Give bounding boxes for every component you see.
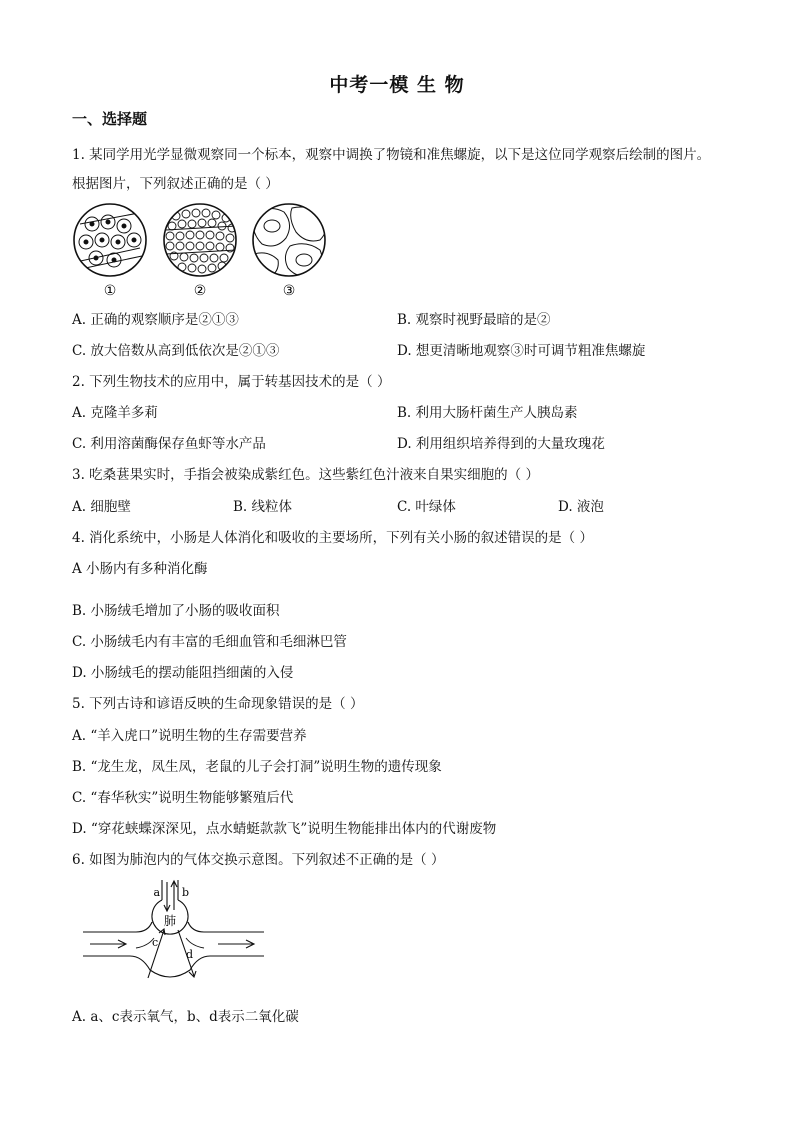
alveolar-gas-exchange-figure — [78, 880, 268, 980]
q4-option-b: B. 小肠绒毛增加了小肠的吸收面积 — [72, 603, 280, 619]
q4-option-c: C. 小肠绒毛内有丰富的毛细血管和毛细淋巴管 — [72, 634, 347, 650]
q1-option-b: B. 观察时视野最暗的是② — [397, 312, 551, 328]
figure-label-1: ① — [103, 283, 117, 299]
question-1-line-1: 1. 某同学用光学显微观察同一个标本，观察中调换了物镜和准焦螺旋，以下是这位同学观察后绘制的图片。 — [72, 147, 711, 163]
microscope-view-2 — [166, 209, 236, 273]
section-heading: 一、选择题 — [72, 110, 148, 128]
figure-label-2: ② — [193, 283, 207, 299]
q5-option-d: D. “穿花蛱蝶深深见，点水蜻蜓款款飞”说明生物能排出体内的代谢废物 — [72, 821, 497, 837]
microscope-views-figure — [70, 200, 340, 300]
page-title: 中考一模 生 物 — [329, 74, 465, 96]
q1-option-a: A. 正确的观察顺序是②①③ — [72, 312, 239, 328]
label-b: b — [182, 886, 190, 899]
q5-option-c: C. “春华秋实”说明生物能够繁殖后代 — [72, 790, 294, 806]
question-3-stem: 3. 吃桑葚果实时，手指会被染成紫红色。这些紫红色汁液来自果实细胞的（ ） — [72, 467, 539, 483]
q6-option-a: A. a、c表示氧气，b、d表示二氧化碳 — [72, 1009, 299, 1025]
q3-option-b: B. 线粒体 — [233, 499, 293, 515]
q4-option-a: A 小肠内有多种消化酶 — [72, 561, 208, 577]
microscope-view-1 — [76, 212, 144, 270]
q4-option-d: D. 小肠绒毛的摆动能阻挡细菌的入侵 — [72, 665, 294, 681]
figure-label-3: ③ — [282, 283, 296, 299]
label-organ: 肺 — [163, 914, 177, 928]
q3-option-d: D. 液泡 — [558, 499, 604, 515]
q2-option-b: B. 利用大肠杆菌生产人胰岛素 — [397, 405, 578, 421]
q3-option-a: A. 细胞壁 — [72, 499, 131, 515]
question-2-stem: 2. 下列生物技术的应用中，属于转基因技术的是（ ） — [72, 374, 391, 390]
q3-option-c: C. 叶绿体 — [397, 499, 456, 515]
q1-option-d: D. 想更清晰地观察③时可调节粗准焦螺旋 — [397, 343, 646, 359]
label-c: c — [152, 936, 159, 949]
q2-option-a: A. 克隆羊多莉 — [72, 405, 158, 421]
q1-option-c: C. 放大倍数从高到低依次是②①③ — [72, 343, 280, 359]
microscope-view-3 — [253, 207, 326, 278]
q2-option-c: C. 利用溶菌酶保存鱼虾等水产品 — [72, 436, 266, 452]
question-4-stem: 4. 消化系统中，小肠是人体消化和吸收的主要场所，下列有关小肠的叙述错误的是（ ） — [72, 530, 593, 546]
q5-option-a: A. “羊入虎口”说明生物的生存需要营养 — [72, 728, 307, 744]
question-6-stem: 6. 如图为肺泡内的气体交换示意图。下列叙述不正确的是（ ） — [72, 852, 445, 868]
question-1-line-2: 根据图片，下列叙述正确的是（ ） — [72, 176, 279, 192]
q5-option-b: B. “龙生龙，凤生凤，老鼠的儿子会打洞”说明生物的遗传现象 — [72, 759, 442, 775]
question-5-stem: 5. 下列古诗和谚语反映的生命现象错误的是（ ） — [72, 696, 364, 712]
q2-option-d: D. 利用组织培养得到的大量玫瑰花 — [397, 436, 605, 452]
label-d: d — [186, 948, 194, 961]
label-a: a — [153, 886, 160, 899]
